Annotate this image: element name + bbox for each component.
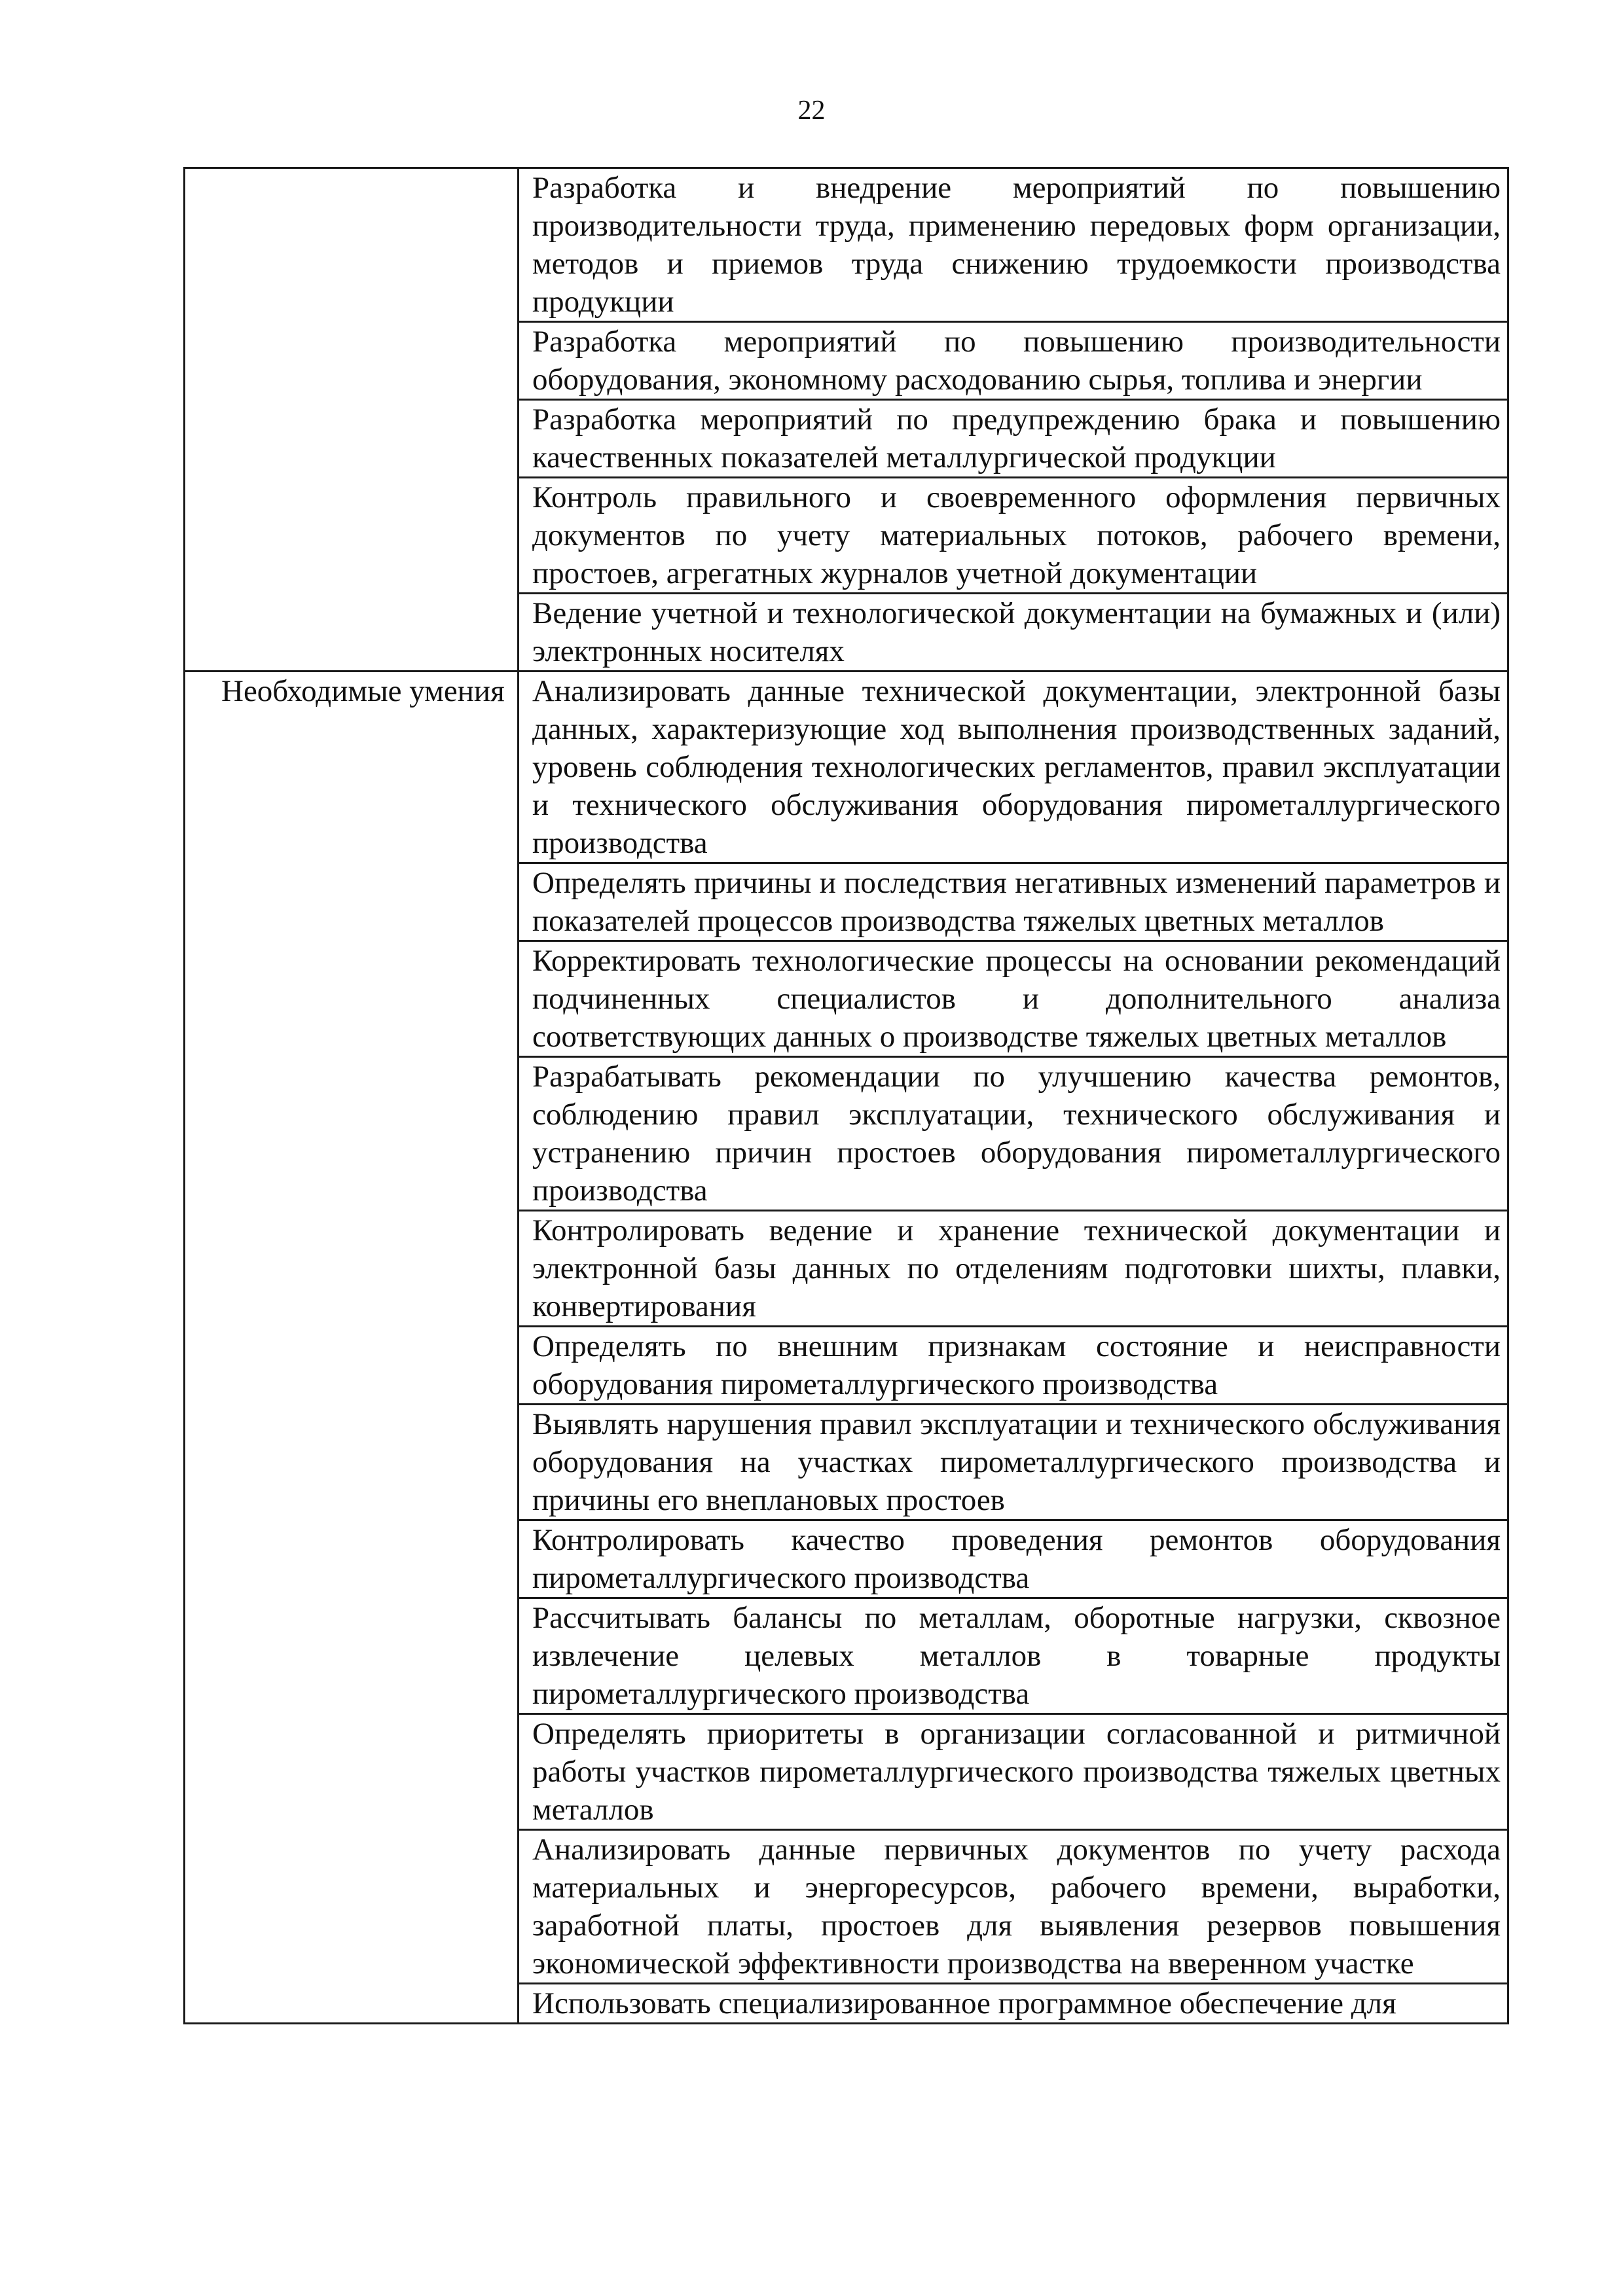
requirement-text: Разработка и внедрение мероприятий по повышению производительности труда, применению передовых форм организации, методов и приемов труда снижению трудоемкости производства продукции <box>519 168 1508 322</box>
requirement-text: Использовать специализированное программное обеспечение для <box>519 1984 1508 2024</box>
requirement-text: Разработка мероприятий по предупреждению брака и повышению качественных показателей металлургической продукции <box>519 400 1508 478</box>
requirement-text: Определять причины и последствия негативных изменений параметров и показателей процессов производства тяжелых цветных металлов <box>519 863 1508 941</box>
requirement-text: Контролировать ведение и хранение технической документации и электронной базы данных по отделениям подготовки шихты, плавки, конвертирования <box>519 1211 1508 1327</box>
section-label: Необходимые умения <box>185 672 519 2024</box>
requirement-text: Разрабатывать рекомендации по улучшению качества ремонтов, соблюдению правил эксплуатации, технического обслуживания и устранению причин простоев оборудования пирометаллургического производства <box>519 1057 1508 1211</box>
requirement-text: Разработка мероприятий по повышению производительности оборудования, экономному расходованию сырья, топлива и энергии <box>519 322 1508 400</box>
requirement-text: Контроль правильного и своевременного оформления первичных документов по учету материальных потоков, рабочего времени, простоев, агрегатных журналов учетной документации <box>519 478 1508 594</box>
requirements-table <box>183 167 1509 2024</box>
requirement-text: Контролировать качество проведения ремонтов оборудования пирометаллургического производства <box>519 1520 1508 1598</box>
section-label <box>185 168 519 672</box>
table-row <box>185 672 1508 863</box>
requirement-text: Анализировать данные первичных документов по учету расхода материальных и энергоресурсов, рабочего времени, выработки, заработной платы, простоев для выявления резервов повышения экономической эффективности производства на вверенном участке <box>519 1830 1508 1984</box>
requirement-text: Анализировать данные технической документации, электронной базы данных, характеризующие ход выполнения производственных заданий, уровень соблюдения технологических регламентов, правил эксплуатации и технического обслуживания оборудования пирометаллургического производства <box>519 672 1508 863</box>
requirement-text: Рассчитывать балансы по металлам, оборотные нагрузки, сквозное извлечение целевых металлов в товарные продукты пирометаллургического производства <box>519 1598 1508 1714</box>
requirement-text: Определять по внешним признакам состояние и неисправности оборудования пирометаллургического производства <box>519 1327 1508 1405</box>
page-number: 22 <box>797 96 826 126</box>
table-row <box>185 168 1508 322</box>
requirement-text: Выявлять нарушения правил эксплуатации и технического обслуживания оборудования на участках пирометаллургического производства и причины его внеплановых простоев <box>519 1405 1508 1520</box>
requirement-text: Определять приоритеты в организации согласованной и ритмичной работы участков пирометаллургического производства тяжелых цветных металлов <box>519 1714 1508 1830</box>
requirement-text: Ведение учетной и технологической документации на бумажных и (или) электронных носителях <box>519 594 1508 672</box>
requirement-text: Корректировать технологические процессы на основании рекомендаций подчиненных специалистов и дополнительного анализа соответствующих данных о производстве тяжелых цветных металлов <box>519 941 1508 1057</box>
